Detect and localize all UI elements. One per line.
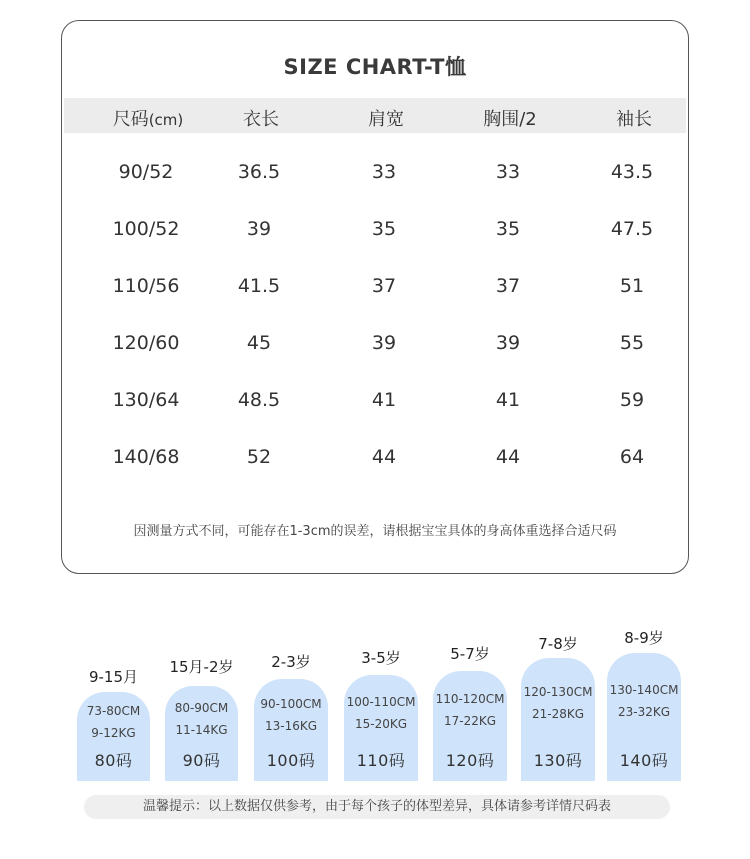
cell-sleeve: 55 xyxy=(619,332,645,354)
badge-age: 8-9岁 xyxy=(624,629,664,647)
cell-sleeve: 51 xyxy=(619,275,645,297)
badge-pill xyxy=(433,671,507,781)
table-row xyxy=(62,275,688,305)
cell-sleeve: 59 xyxy=(619,389,645,411)
badge-age: 9-15月 xyxy=(88,668,139,686)
cell-length: 52 xyxy=(246,446,272,468)
badge-size-code: 110码 xyxy=(356,751,406,770)
age-badge xyxy=(254,651,328,781)
size-chart-card xyxy=(61,20,689,574)
badge-size-code: 120码 xyxy=(445,751,495,770)
age-badge xyxy=(433,643,507,781)
badge-pill xyxy=(254,679,328,781)
header-size-label: 尺码 xyxy=(112,109,149,130)
age-badge xyxy=(521,633,595,781)
badge-age: 3-5岁 xyxy=(361,649,401,667)
cell-shoulder: 41 xyxy=(371,389,397,411)
badge-weight: 23-32KG xyxy=(617,704,671,719)
badge-weight: 17-22KG xyxy=(443,714,497,729)
cell-length: 41.5 xyxy=(237,275,281,297)
cell-shoulder: 37 xyxy=(371,275,397,297)
header-chest: 胸围/2 xyxy=(483,109,537,130)
cell-size: 140/68 xyxy=(112,446,180,468)
badge-age: 15月-2岁 xyxy=(169,658,234,676)
cell-chest: 41 xyxy=(495,389,521,411)
badge-pill xyxy=(521,658,595,781)
badge-size-code: 140码 xyxy=(619,751,669,770)
cell-size: 100/52 xyxy=(112,218,180,240)
badge-size-code: 80码 xyxy=(94,751,133,770)
cell-shoulder: 44 xyxy=(371,446,397,468)
header-size-unit: (cm) xyxy=(148,111,184,129)
cell-length: 39 xyxy=(246,218,272,240)
badge-age: 2-3岁 xyxy=(271,653,311,671)
badge-height: 100-110CM xyxy=(346,694,416,709)
badge-size-code: 90码 xyxy=(182,751,221,770)
cell-size: 90/52 xyxy=(118,161,174,183)
measurement-note: 因测量方式不同，可能存在1-3cm的误差，请根据宝宝具体的身高体重选择合适尺码 xyxy=(133,524,617,539)
tip-banner: 温馨提示：以上数据仅供参考，由于每个孩子的体型差异，具体请参考详情尺码表 xyxy=(84,795,670,819)
badge-age: 7-8岁 xyxy=(538,635,578,653)
cell-chest: 39 xyxy=(495,332,521,354)
badge-weight: 11-14KG xyxy=(175,722,228,737)
badge-weight: 15-20KG xyxy=(354,716,408,731)
cell-sleeve: 43.5 xyxy=(610,161,654,183)
badge-pill xyxy=(344,675,418,781)
badge-weight: 21-28KG xyxy=(531,707,585,722)
badge-weight: 9-12KG xyxy=(91,726,136,740)
badge-weight: 13-16KG xyxy=(264,718,318,733)
table-header xyxy=(64,98,686,133)
cell-chest: 33 xyxy=(495,161,521,183)
cell-length: 48.5 xyxy=(237,389,281,411)
cell-size: 130/64 xyxy=(112,389,180,411)
cell-chest: 44 xyxy=(495,446,521,468)
header-size xyxy=(88,105,208,131)
table-row xyxy=(62,332,688,362)
age-badge xyxy=(607,627,681,781)
badge-height: 120-130CM xyxy=(523,685,593,700)
header-shoulder: 肩宽 xyxy=(368,109,404,130)
age-badge xyxy=(165,656,238,781)
cell-chest: 37 xyxy=(495,275,521,297)
badge-height: 130-140CM xyxy=(609,682,679,697)
table-row xyxy=(62,218,688,248)
cell-chest: 35 xyxy=(495,218,521,240)
cell-sleeve: 64 xyxy=(619,446,645,468)
badge-size-code: 100码 xyxy=(266,751,316,770)
badge-height: 110-120CM xyxy=(435,692,505,707)
table-row xyxy=(62,446,688,476)
badge-pill xyxy=(607,653,681,781)
badge-height: 80-90CM xyxy=(174,700,229,715)
cell-length: 36.5 xyxy=(237,161,281,183)
badge-height: 90-100CM xyxy=(260,696,322,711)
badge-age: 5-7岁 xyxy=(450,645,490,663)
cell-size: 120/60 xyxy=(112,332,180,354)
cell-size: 110/56 xyxy=(112,275,180,297)
age-badge xyxy=(344,647,418,781)
badge-height: 73-80CM xyxy=(86,704,141,718)
badge-size-code: 130码 xyxy=(533,751,583,770)
cell-length: 45 xyxy=(246,332,272,354)
chart-title: SIZE CHART-T恤 xyxy=(283,55,467,79)
table-row xyxy=(62,389,688,419)
cell-sleeve: 47.5 xyxy=(610,218,654,240)
age-badge xyxy=(77,666,150,781)
header-sleeve: 袖长 xyxy=(616,109,652,130)
cell-shoulder: 33 xyxy=(371,161,397,183)
header-length: 衣长 xyxy=(243,109,279,130)
badge-pill xyxy=(165,686,238,781)
badge-pill xyxy=(77,692,150,781)
table-row xyxy=(62,161,688,191)
cell-shoulder: 39 xyxy=(371,332,397,354)
cell-shoulder: 35 xyxy=(371,218,397,240)
